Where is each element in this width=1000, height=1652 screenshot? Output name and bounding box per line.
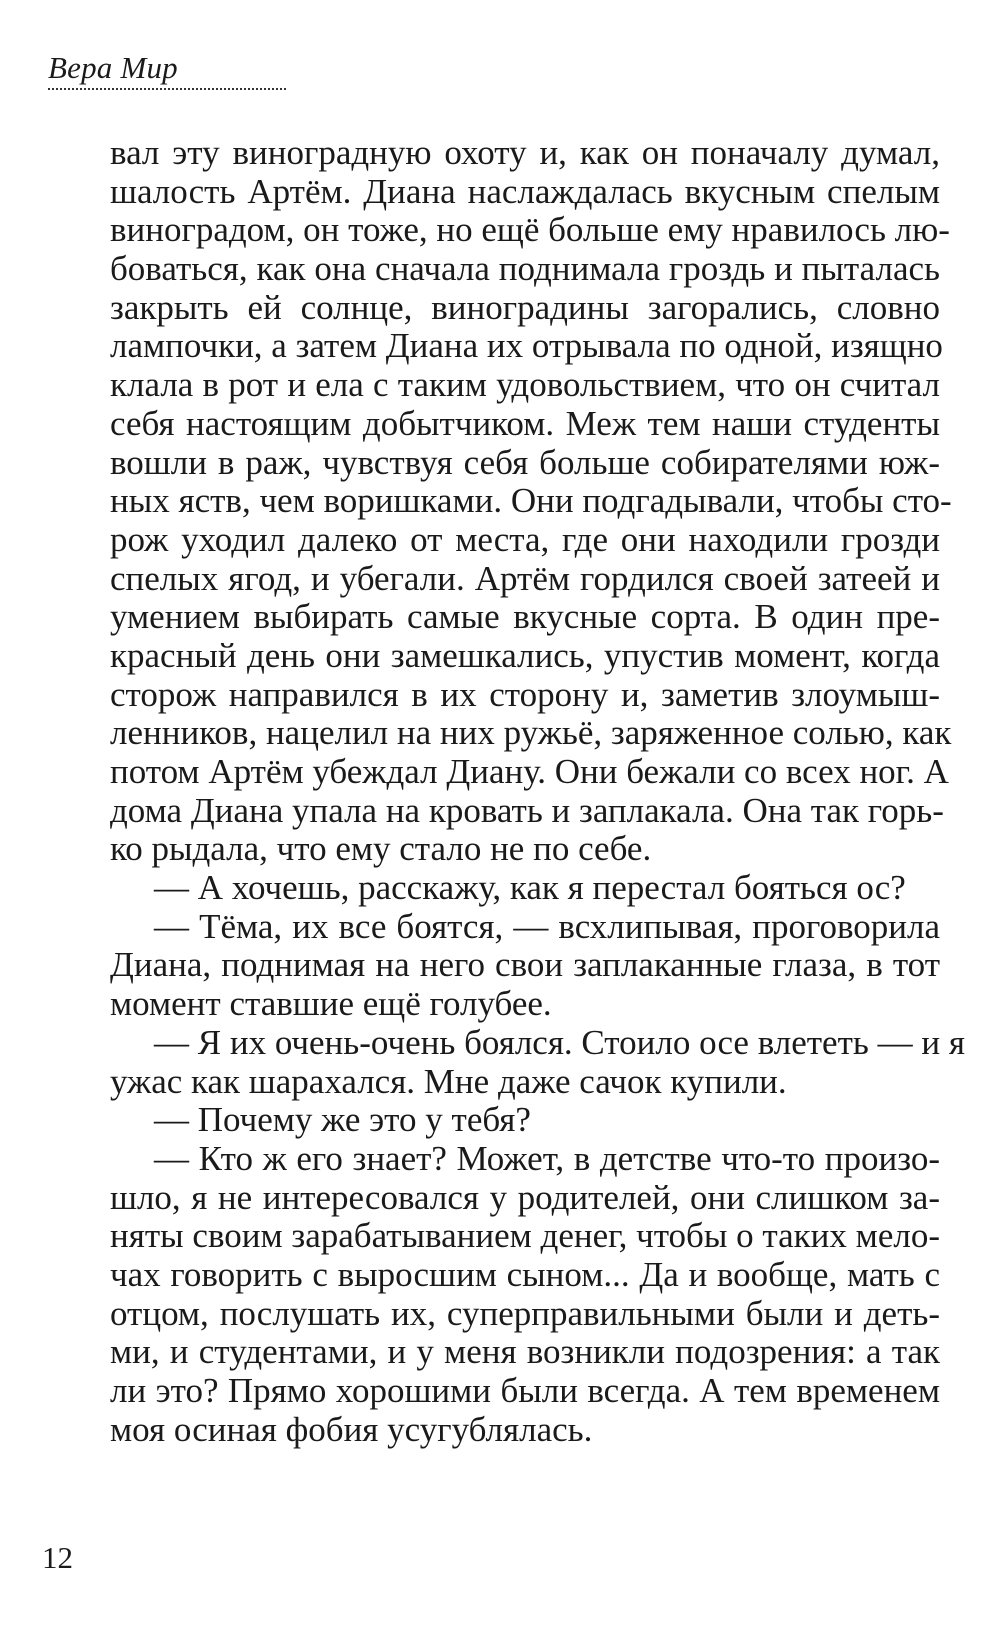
text-line: ленников, нацелил на них ружьё, заряженное солью, как (110, 713, 952, 753)
text-line: — Тёма, их все боятся, — всхлипывая, проговорила (154, 906, 940, 946)
text-line: себя настоящим добытчиком. Меж тем наши студенты (110, 403, 940, 443)
text-line: вошли в раж, чувствуя себя больше собирателями юж- (110, 442, 940, 482)
text-line: рож уходил далеко от места, где они находили грозди (110, 519, 940, 559)
text-line: закрыть ей солнце, виноградины загорались, словно (110, 287, 940, 327)
running-head-author: Вера Мир (48, 50, 178, 85)
text-line: — Я их очень-очень боялся. Стоило осе влететь — и я (154, 1022, 965, 1062)
text-line: моя осиная фобия усугублялась. (110, 1409, 593, 1449)
text-line: ли это? Прямо хорошими были всегда. А тем временем (110, 1371, 940, 1410)
body-text (110, 133, 965, 1449)
text-line: дома Диана упала на кровать и заплакала. Она так горь- (110, 790, 944, 830)
text-line: ко рыдала, что ему стало не по себе. (110, 829, 652, 869)
text-line: виноградом, он тоже, но ещё больше ему нравилось лю- (110, 210, 950, 250)
text-line: клала в рот и ела с таким удовольствием, что он считал (110, 365, 940, 405)
text-line: момент ставшие ещё голубее. (110, 984, 552, 1024)
text-line: потом Артём убеждал Диану. Они бежали со всех ног. А (110, 752, 949, 791)
text-line: шалость Артём. Диана наслаждалась вкусным спелым (110, 171, 940, 211)
running-head (48, 50, 288, 90)
text-line: отцом, послушать их, суперправильными были и деть- (110, 1293, 940, 1333)
running-head-dotted-rule (48, 88, 286, 90)
text-line: вал эту виноградную охоту и, как он поначалу думал, (110, 133, 940, 172)
text-line: сторож направился в их сторону и, заметив злоумыш- (110, 674, 940, 714)
text-line: ми, и студентами, и у меня возникли подозрения: а так (110, 1332, 940, 1372)
text-line: — Почему же это у тебя? (154, 1100, 531, 1140)
text-line: умением выбирать самые вкусные сорта. В один пре- (110, 597, 940, 637)
text-line: ужас как шарахался. Мне даже сачок купили. (110, 1061, 787, 1101)
text-line: няты своим зарабатыванием денег, чтобы о таких мело- (110, 1216, 940, 1256)
text-line: Диана, поднимая на него свои заплаканные глаза, в тот (110, 945, 940, 985)
text-line: чах говорить с выросшим сыном... Да и вообще, мать с (110, 1254, 940, 1294)
text-line: боваться, как она сначала поднимала гроздь и пыталась (110, 249, 940, 289)
text-line: — Кто ж его знает? Может, в детстве что-то произо- (154, 1138, 940, 1178)
text-line: лампочки, а затем Диана их отрывала по одной, изящно (110, 326, 943, 366)
page-number: 12 (42, 1540, 73, 1575)
text-line: — А хочешь, расскажу, как я перестал бояться ос? (154, 868, 906, 908)
text-line: спелых ягод, и убегали. Артём гордился своей затеей и (110, 558, 940, 598)
text-line: красный день они замешкались, упустив момент, когда (110, 635, 940, 675)
text-line: шло, я не интересовался у родителей, они слишком за- (110, 1177, 940, 1217)
text-line: ных яств, чем воришками. Они подгадывали, чтобы сто- (110, 481, 952, 521)
